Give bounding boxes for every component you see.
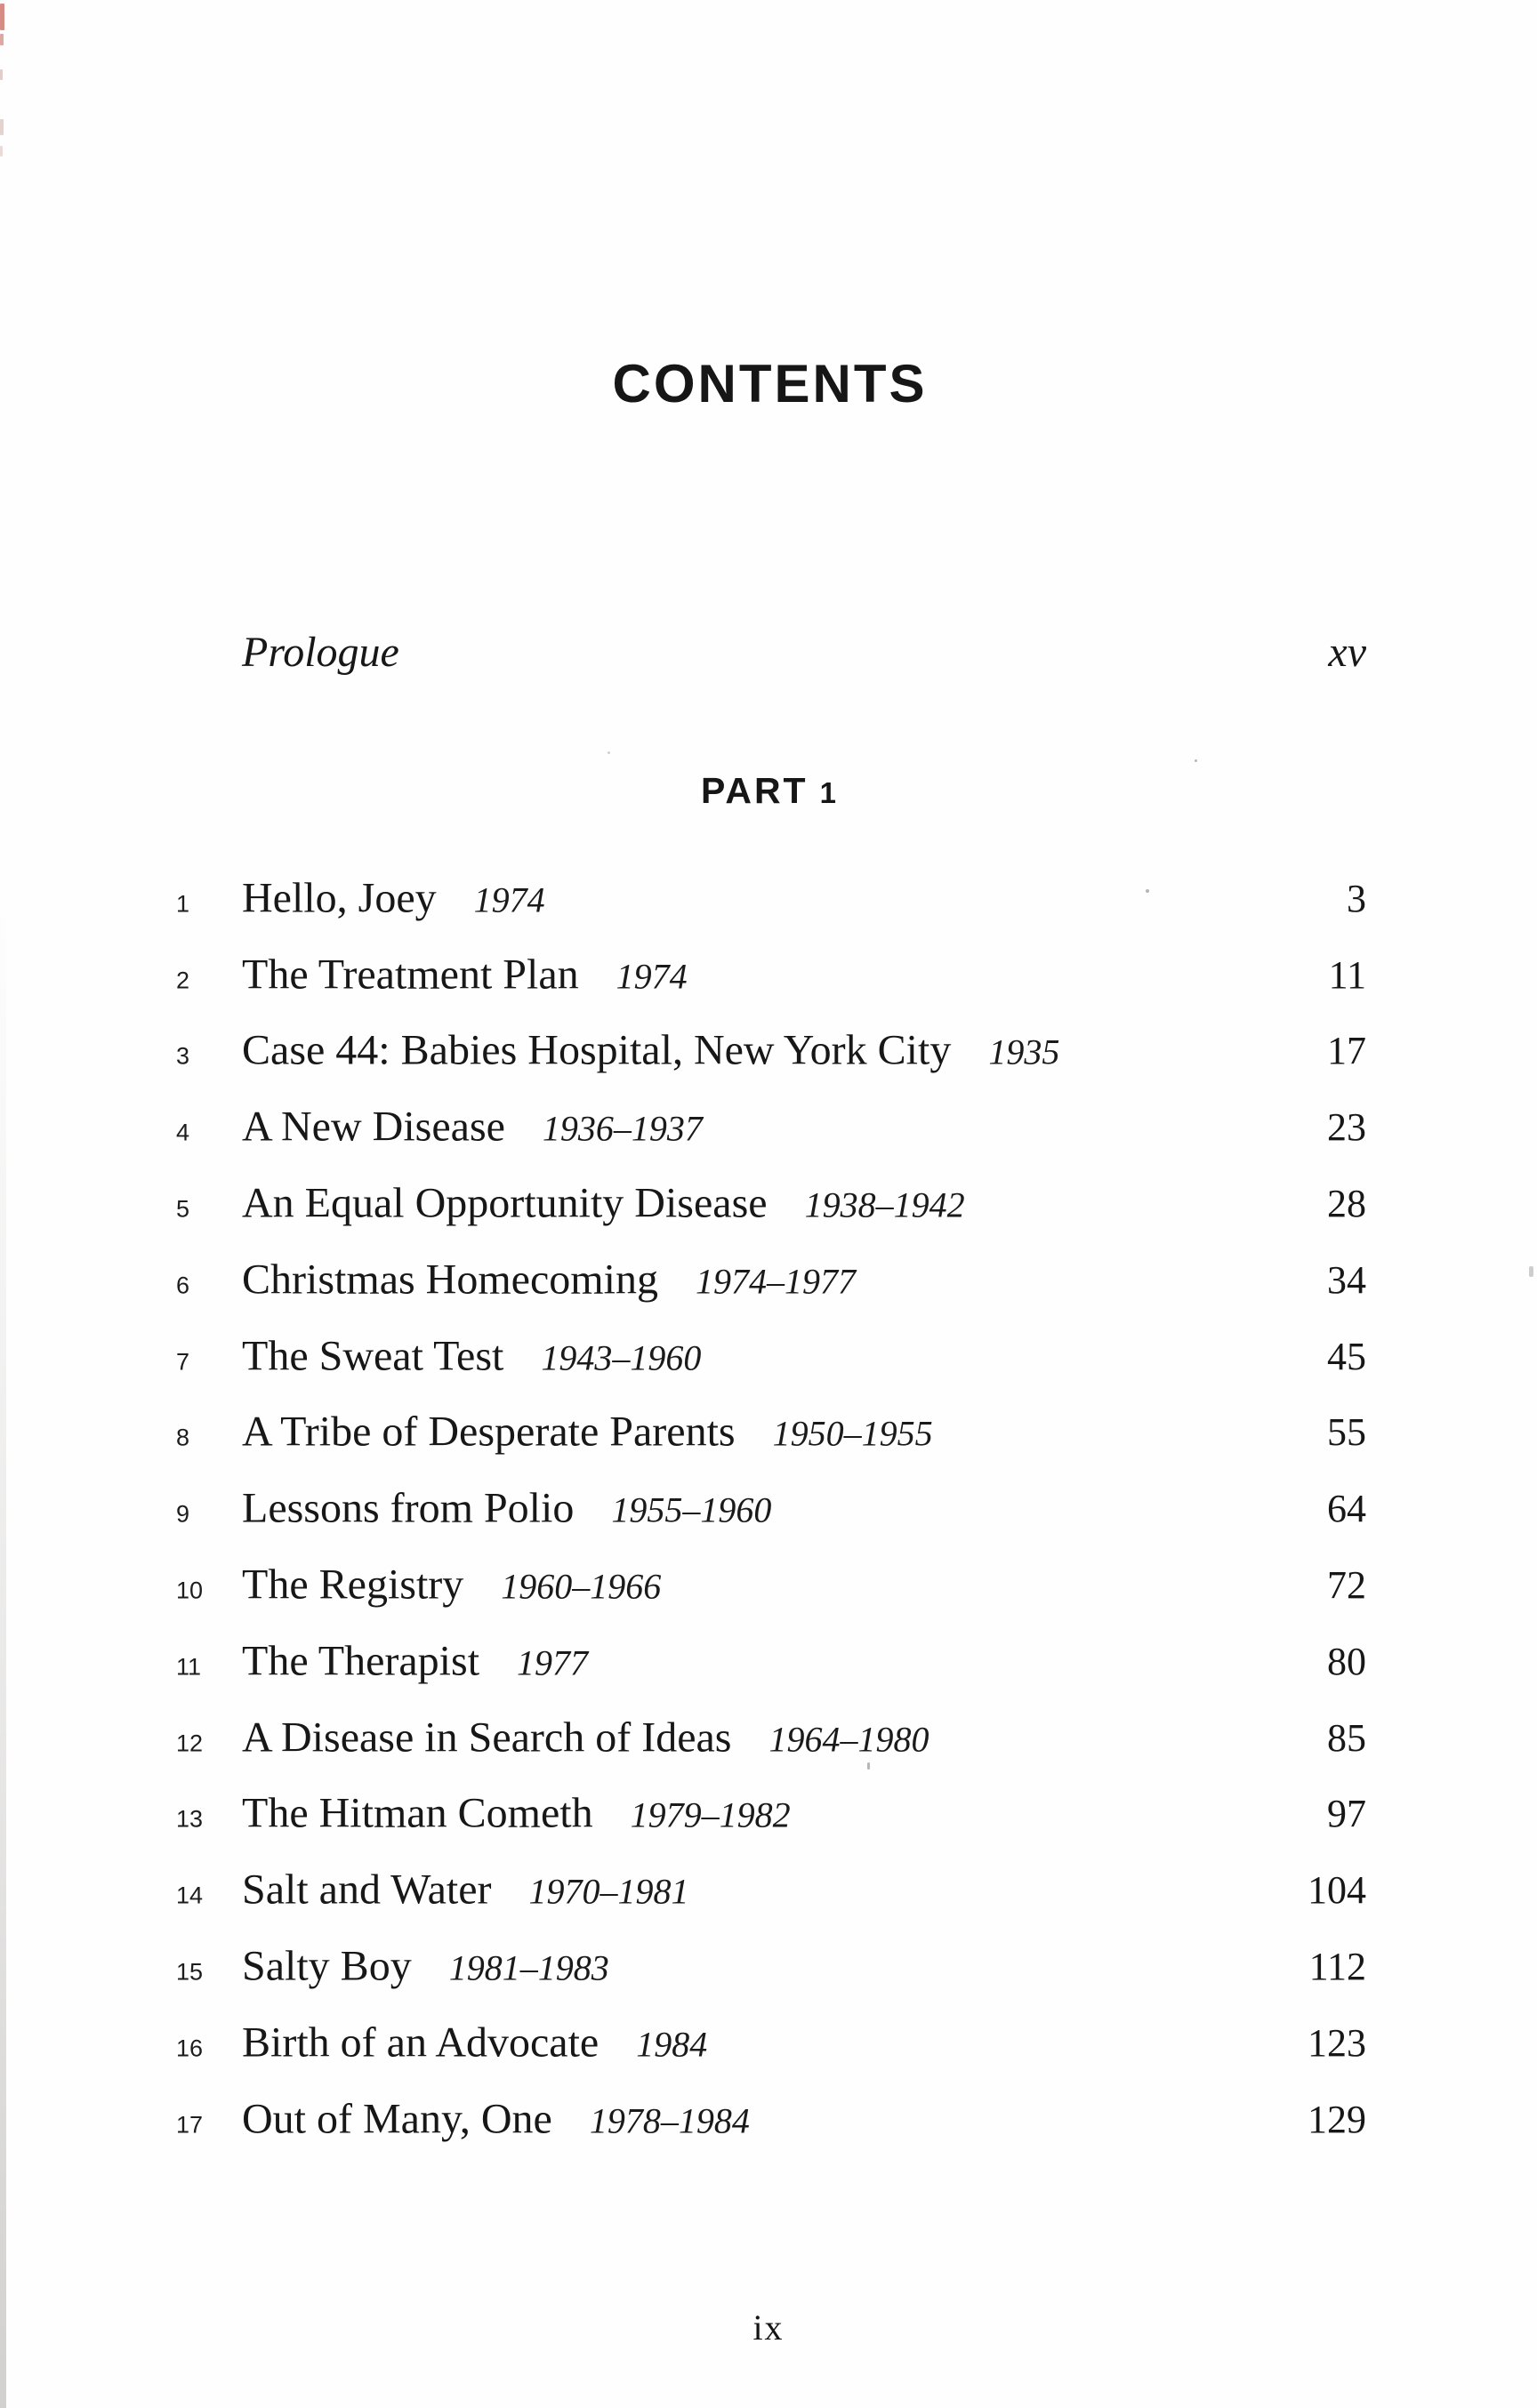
- chapter-number: 5: [176, 1195, 190, 1223]
- chapter-dates: 1964–1980: [768, 1719, 929, 1760]
- chapter-row: [0, 1928, 1537, 2004]
- chapter-page-number: 123: [1308, 2020, 1366, 2065]
- chapter-row: [0, 1699, 1537, 1776]
- scan-speck: [608, 751, 610, 754]
- chapter-dates: 1977: [517, 1642, 589, 1683]
- chapter-title-group: [242, 1178, 965, 1227]
- chapter-dates: 1943–1960: [541, 1337, 702, 1378]
- chapter-title-group: [242, 1941, 609, 1990]
- chapter-row: [0, 1851, 1537, 1928]
- chapter-title-group: [242, 1789, 791, 1838]
- chapter-title: Birth of an Advocate: [242, 2019, 600, 2067]
- chapter-page-number: 55: [1327, 1410, 1366, 1455]
- chapter-number: 9: [176, 1500, 190, 1528]
- chapter-title: A Tribe of Desperate Parents: [242, 1408, 736, 1456]
- chapter-page-number: 64: [1327, 1487, 1366, 1531]
- chapter-title-group: [242, 2018, 707, 2067]
- chapter-title-group: [242, 1331, 701, 1380]
- part-heading: [0, 770, 1537, 811]
- chapter-dates: 1960–1966: [501, 1566, 662, 1607]
- chapter-title-group: [242, 1560, 661, 1609]
- chapter-dates: 1981–1983: [448, 1947, 609, 1988]
- chapter-page-number: 45: [1327, 1334, 1366, 1378]
- chapter-row: [0, 936, 1537, 1013]
- chapter-page-number: 34: [1327, 1257, 1366, 1302]
- scan-edge-mark: [0, 69, 3, 80]
- chapter-dates: 1974: [473, 879, 545, 920]
- scan-speck: [1529, 1266, 1533, 1277]
- chapter-page-number: 17: [1327, 1029, 1366, 1073]
- chapter-title: A Disease in Search of Ideas: [242, 1714, 732, 1762]
- prologue-row: [242, 630, 1366, 677]
- chapter-page-number: 129: [1308, 2097, 1366, 2141]
- chapter-page-number: 28: [1327, 1182, 1366, 1226]
- chapter-page-number: 80: [1327, 1639, 1366, 1683]
- chapter-number: 2: [176, 967, 190, 994]
- chapter-number: 10: [176, 1577, 204, 1604]
- scan-edge-mark: [0, 119, 4, 135]
- chapter-title: The Sweat Test: [242, 1332, 504, 1380]
- prologue-page-number: xv: [1328, 629, 1366, 676]
- chapter-number: 8: [176, 1424, 190, 1451]
- chapter-dates: 1978–1984: [589, 2100, 750, 2141]
- chapter-row: [0, 1623, 1537, 1699]
- chapter-title: Lessons from Polio: [242, 1484, 575, 1532]
- chapter-number: 4: [176, 1119, 190, 1146]
- chapter-page-number: 72: [1327, 1563, 1366, 1608]
- chapter-page-number: 23: [1327, 1105, 1366, 1150]
- chapter-title: The Therapist: [242, 1637, 480, 1685]
- scan-speck: [1146, 889, 1149, 893]
- chapter-title-group: [242, 2094, 750, 2143]
- part-label: PART: [701, 770, 809, 811]
- chapter-number: 12: [176, 1730, 204, 1757]
- chapter-page-number: 11: [1328, 952, 1366, 997]
- chapter-title: A New Disease: [242, 1103, 505, 1151]
- chapter-number: 1: [176, 890, 190, 918]
- chapter-title: Out of Many, One: [242, 2095, 552, 2143]
- chapter-title-group: [242, 1636, 588, 1685]
- chapter-row: [0, 2004, 1537, 2081]
- chapter-dates: 1955–1960: [611, 1489, 772, 1530]
- chapter-dates: 1935: [988, 1031, 1060, 1072]
- chapter-title-group: [242, 1103, 703, 1152]
- chapter-row: [0, 1013, 1537, 1089]
- chapter-number: 17: [176, 2111, 204, 2139]
- chapter-title: Salt and Water: [242, 1866, 492, 1914]
- chapter-title: The Treatment Plan: [242, 951, 579, 999]
- chapter-dates: 1936–1937: [542, 1108, 703, 1149]
- chapter-dates: 1938–1942: [804, 1184, 965, 1225]
- scan-speck: [867, 1762, 870, 1770]
- chapter-title-group: [242, 1408, 933, 1457]
- chapter-dates: 1950–1955: [772, 1413, 933, 1454]
- chapter-dates: 1974–1977: [695, 1261, 856, 1302]
- chapter-number: 16: [176, 2035, 204, 2062]
- scan-edge-mark: [0, 146, 3, 157]
- part-number: 1: [819, 776, 836, 809]
- chapter-row: [0, 1470, 1537, 1546]
- chapter-number: 6: [176, 1272, 190, 1299]
- chapter-title-group: [242, 1484, 771, 1533]
- chapter-title: Christmas Homecoming: [242, 1256, 658, 1304]
- chapter-row: [0, 1241, 1537, 1318]
- chapter-number: 11: [176, 1653, 202, 1681]
- chapter-number: 7: [176, 1348, 190, 1376]
- chapter-row: [0, 2081, 1537, 2157]
- chapter-page-number: 85: [1327, 1715, 1366, 1760]
- chapter-dates: 1984: [636, 2024, 708, 2065]
- chapter-number: 14: [176, 1882, 204, 1909]
- chapter-number: 3: [176, 1042, 190, 1070]
- chapter-title: An Equal Opportunity Disease: [242, 1179, 768, 1227]
- chapter-list: [0, 860, 1537, 2157]
- folio-page-number: ix: [752, 2308, 785, 2348]
- chapter-page-number: 112: [1308, 1945, 1366, 1989]
- chapter-title-group: [242, 1255, 856, 1304]
- chapter-row: [0, 1546, 1537, 1623]
- chapter-row: [0, 1776, 1537, 1852]
- scan-edge-mark: [0, 4, 4, 30]
- chapter-dates: 1979–1982: [630, 1794, 791, 1835]
- chapter-title-group: [242, 1866, 689, 1914]
- scan-speck: [1195, 759, 1197, 762]
- prologue-label: Prologue: [242, 629, 399, 676]
- chapter-number: 13: [176, 1805, 204, 1833]
- chapter-title: The Registry: [242, 1561, 464, 1609]
- chapter-row: [0, 1088, 1537, 1165]
- chapter-title: Case 44: Babies Hospital, New York City: [242, 1026, 952, 1074]
- scan-edge-mark: [0, 34, 4, 45]
- chapter-number: 15: [176, 1958, 204, 1986]
- chapter-title: Salty Boy: [242, 1942, 412, 1990]
- chapter-row: [0, 1318, 1537, 1394]
- chapter-title: Hello, Joey: [242, 874, 437, 922]
- chapter-page-number: 97: [1327, 1792, 1366, 1836]
- chapter-row: [0, 860, 1537, 936]
- chapter-page-number: 3: [1347, 876, 1366, 920]
- chapter-title-group: [242, 1026, 1059, 1075]
- chapter-dates: 1970–1981: [528, 1871, 689, 1912]
- chapter-title-group: [242, 873, 545, 922]
- chapter-row: [0, 1165, 1537, 1241]
- chapter-title-group: [242, 1713, 929, 1762]
- chapter-title-group: [242, 950, 688, 999]
- chapter-title: The Hitman Cometh: [242, 1789, 593, 1837]
- page-title: CONTENTS: [612, 354, 928, 413]
- chapter-row: [0, 1394, 1537, 1471]
- chapter-dates: 1974: [616, 956, 688, 997]
- chapter-page-number: 104: [1308, 1868, 1366, 1913]
